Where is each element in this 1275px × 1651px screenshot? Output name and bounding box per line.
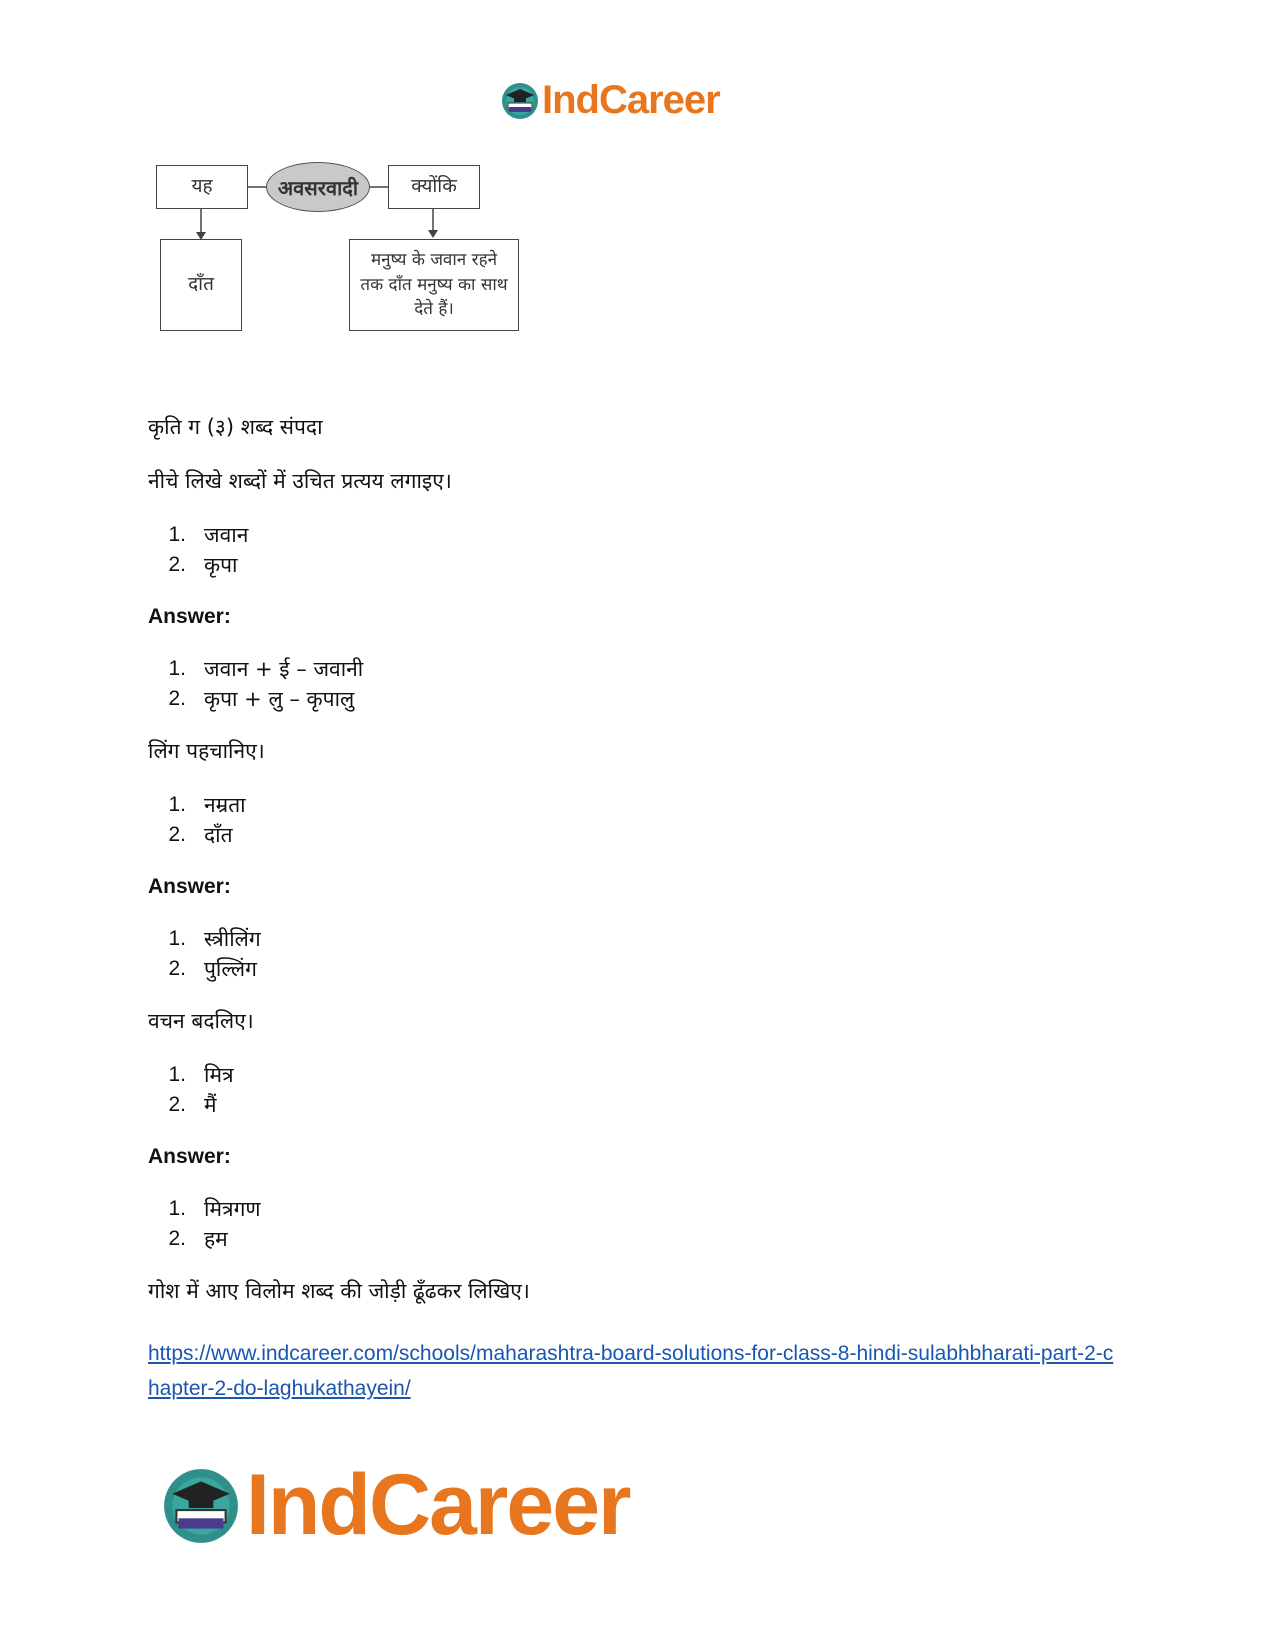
- diagram-box-daant: दाँत: [160, 239, 242, 331]
- logo-text: IndCareer: [542, 78, 720, 122]
- section-heading: कृति ग (३) शब्द संपदा: [148, 415, 323, 439]
- diagram-ellipse-center: अवसरवादी: [266, 162, 370, 212]
- footer-logo: [160, 1456, 630, 1555]
- content-area: [148, 412, 1128, 1406]
- q1-answers: [148, 654, 1128, 714]
- list-item: 1. स्त्रीलिंग: [168, 927, 261, 951]
- list-item: 2. मैं: [168, 1093, 217, 1117]
- diagram-box-yah: यह: [156, 165, 248, 209]
- q1-instruction: नीचे लिखे शब्दों में उचित प्रत्यय लगाइए।: [148, 469, 452, 493]
- q1-items: [148, 520, 1128, 580]
- header-logo: [500, 78, 720, 123]
- diagram-box-kyonki: क्योंकि: [388, 165, 480, 209]
- list-item: 1. जवान + ई – जवानी: [168, 657, 364, 681]
- graduation-cap-book-icon: [160, 1465, 242, 1547]
- list-item: 1. मित्रगण: [168, 1197, 261, 1221]
- q2-answers: [148, 924, 1128, 984]
- list-item: 1. नम्रता: [168, 793, 246, 817]
- q3-instruction: वचन बदलिए।: [148, 1009, 254, 1033]
- answer-label: Answer:: [148, 1145, 231, 1168]
- list-item: 2. दाँत: [168, 823, 233, 847]
- logo-text: IndCareer: [246, 1457, 630, 1553]
- q4-instruction: गोश में आए विलोम शब्द की जोड़ी ढूँढकर लिखिए।: [148, 1279, 530, 1303]
- source-link[interactable]: https://www.indcareer.com/schools/maharashtra-board-solutions-for-class-8-hindi-sulabhbharati-part-2-chapter-2-do-laghukathayein/: [148, 1342, 1114, 1400]
- q2-instruction: लिंग पहचानिए।: [148, 739, 265, 763]
- list-item: 2. कृपा + लु – कृपालु: [168, 687, 355, 711]
- q3-items: [148, 1060, 1128, 1120]
- list-item: 2. हम: [168, 1227, 228, 1251]
- answer-label: Answer:: [148, 875, 231, 898]
- graduation-cap-book-icon: [500, 81, 540, 121]
- answer-label: Answer:: [148, 605, 231, 628]
- q2-items: [148, 790, 1128, 850]
- list-item: 2. पुल्लिंग: [168, 957, 257, 981]
- diagram-box-explanation: मनुष्य के जवान रहने तक दाँत मनुष्य का साथ देते हैं।: [349, 239, 519, 331]
- list-item: 2. कृपा: [168, 553, 238, 577]
- word-diagram: [156, 150, 556, 390]
- q3-answers: [148, 1194, 1128, 1254]
- list-item: 1. जवान: [168, 523, 249, 547]
- list-item: 1. मित्र: [168, 1063, 234, 1087]
